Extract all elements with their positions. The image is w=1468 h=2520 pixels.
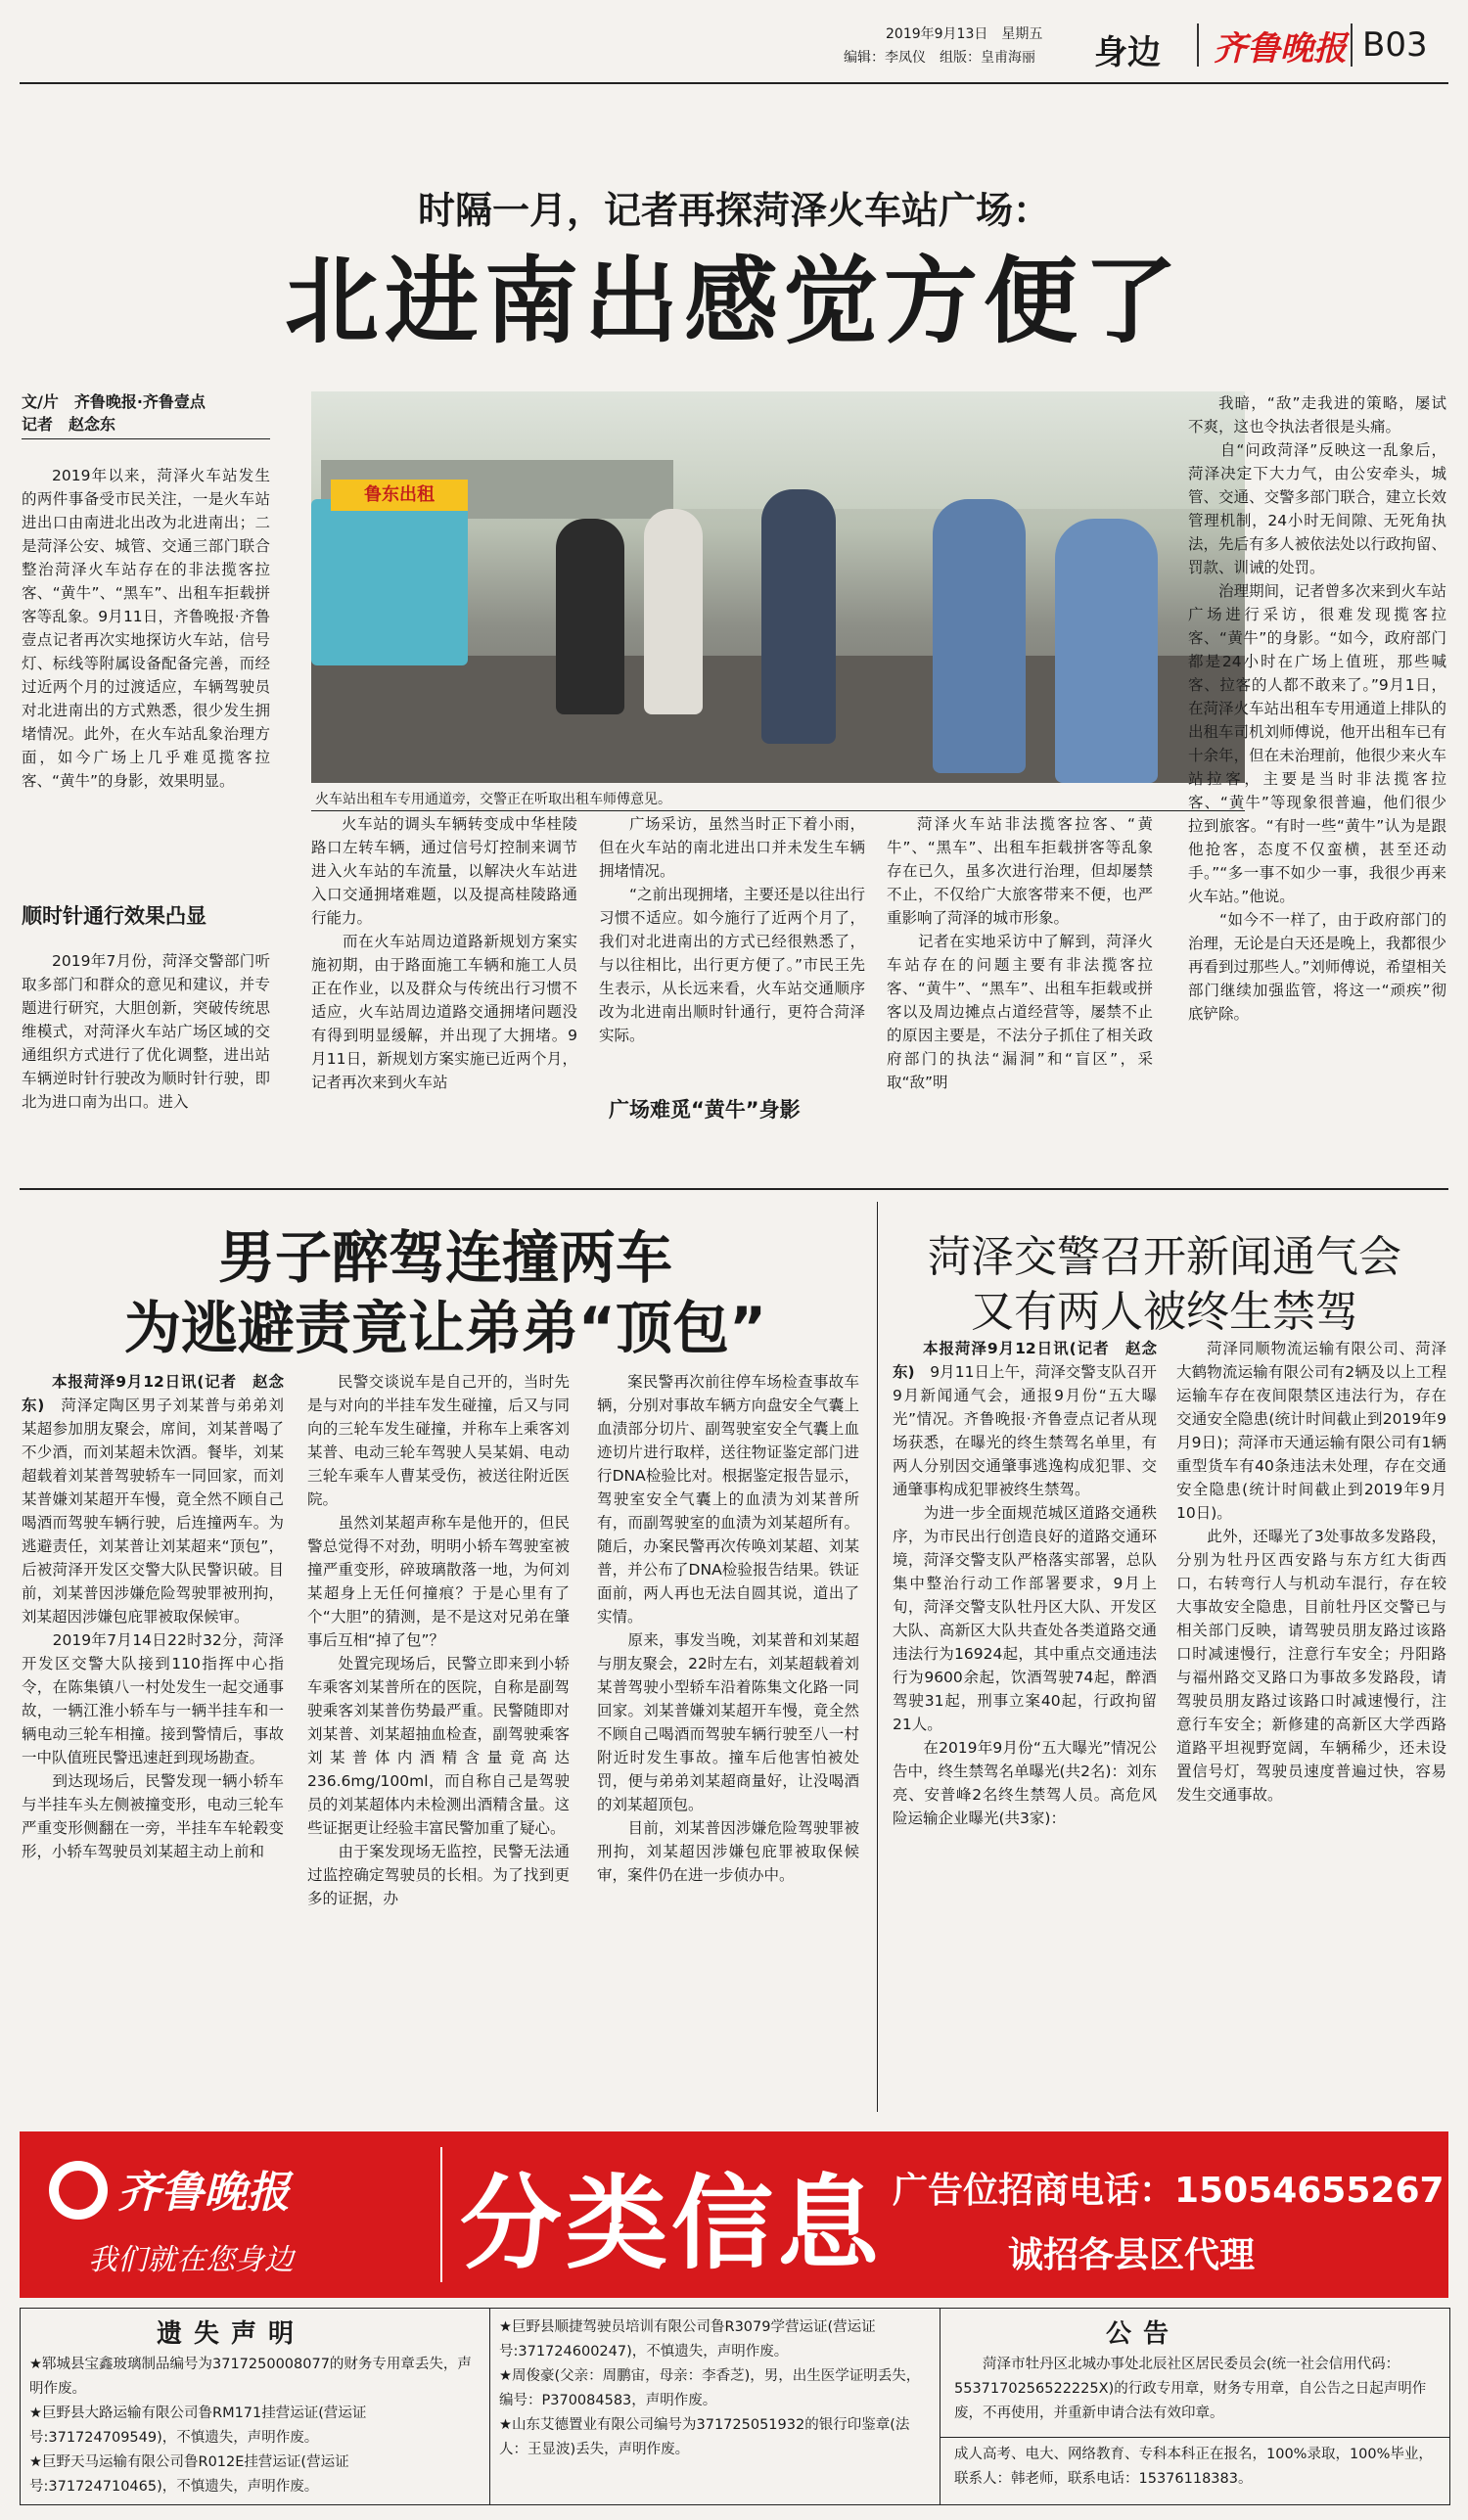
section-name: 身边 (1094, 33, 1161, 72)
issue-date: 2019年9月13日 星期五 (886, 26, 1043, 42)
ad-phone: 广告位招商电话：15054655267 (893, 2171, 1445, 2211)
article1-subhead1: 顺时针通行效果凸显 (22, 904, 206, 928)
header-divider-2 (1351, 23, 1353, 67)
issue-staff: 编辑：李凤仪 组版：皇甫海丽 (844, 50, 1035, 66)
newspaper-logo: 齐鲁晚报 (1214, 29, 1347, 69)
article3-headline-2: 又有两人被终生禁驾 (971, 1287, 1358, 1337)
article3-col1: 本报菏泽9月12日讯(记者 赵念东) 9月11日上午，菏泽交警支队召开9月新闻通气会，通报9月份“五大曝光”情况。齐鲁晚报·齐鲁壹点记者从现场获悉，在曝光的终生禁驾名单里，有两人分别因交通肇事逃逸构成犯罪、交通肇事构成犯罪被终生禁驾。 为进一步全面规范城区道路交通秩序，为市民出行创造良好的道路交通环境，菏泽交警支队严格落实部署，总队集中整治行动工作部署要求，9月上旬，菏泽交警支队牡丹区大队、开发区大队、高新区大队共查处各类道路交通违法行为16924起，其中重点交通违法行为9600余起，饮酒驾驶74起，醉酒驾驶31起，刑事立案40起，行政拘留21人。 在2019年9月份“五大曝光”情况公告中，终生禁驾名单曝光(共2名)：刘东亮、安普峰2名终生禁驾人员。高危风险运输企业曝光(共3家)： (893, 1340, 1157, 1827)
article2-col1: 本报菏泽9月12日讯(记者 赵念东) 菏泽定陶区男子刘某普与弟弟刘某超参加朋友聚会，席间，刘某普喝了不少酒，而刘某超未饮酒。餐毕，刘某超载着刘某普驾驶轿车一同回家，而刘某普嫌刘某超开车慢，竟全然不顾自己喝酒而驾驶车辆行驶，后连撞两车。为逃避责任，刘某普让刘某超来“顶包”，后被菏泽开发区交警大队民警识破。目前，刘某普因涉嫌危险驾驶罪被刑拘，刘某超因涉嫌包庇罪被取保候审。 2019年7月14日22时32分，菏泽开发区交警大队接到110指挥中心指令，在陈集镇八一村处发生一起交通事故，一辆江淮小轿车与一辆半挂车和一辆电动三轮车相撞。接到警情后，事故一中队值班民警迅速赶到现场勘查。 到达现场后，民警发现一辆小轿车与半挂车头左侧被撞变形，电动三轮车严重变形侧翻在一旁，半挂车车轮毂变形，小轿车驾驶员刘某超主动上前和 (22, 1373, 284, 1860)
article1-byline: 文/片 齐鲁晚报·齐鲁壹点 记者 赵念东 (22, 392, 206, 434)
column-divider (877, 1202, 878, 2112)
article3-col2: 菏泽同顺物流运输有限公司、菏泽大鹤物流运输有限公司有2辆及以上工程运输车存在夜间限禁区违法行为，存在交通安全隐患(统计时间截止到2019年9月9日)；菏泽市天通运输有限公司有1辆重型货车有40条违法未处理，存在交通安全隐患(统计时间截止到2019年9月10日)。 此外，还曝光了3处事故多发路段，分别为牡丹区西安路与东方红大街西口，右转弯行人与机动车混行，存在较大事故安全隐患，目前牡丹区交警已与相关部门反映，请驾驶员朋友路过该路口时减速慢行，注意行车安全；丹阳路与福州路交叉路口为事故多发路段，请驾驶员朋友路过该路口时减速慢行，注意行车安全；新修建的高新区大学西路道路平坦视野宽阔，车辆稀少，还未设置信号灯，驾驶员速度普遍过快，容易发生交通事故。 (1176, 1340, 1446, 1804)
person-figure (556, 519, 624, 714)
article1-col5: 我暗，“敌”走我进的策略，屡试不爽，这也令执法者很是头痛。 自“问政菏泽”反映这一乱象后，菏泽决定下大力气，由公安牵头，城管、交通、交警多部门联合，建立长效管理机制，24小时无间隙、无死角执法，先后有多人被依法处以行政拘留、罚款、训诫的处罚。 治理期间，记者曾多次来到火车站广场进行采访，很难发现揽客拉客、“黄牛”的身影。“如今，政府部门都是24小时在广场上值班，那些喊客、拉客的人都不敢来了。”9月1日，在菏泽火车站出租车专用通道上排队的出租车司机刘师傅说，他开出租车已有十余年，但在未治理前，他很少来火车站拉客，主要是当时非法揽客拉客、“黄牛”等现象很普遍，他们很少拉到旅客。“有时一些“黄牛”认为是跟他抢客，态度不仅蛮横，甚至还动手。”“多一事不如少一事，我很少再来火车站。”他说。 “如今不一样了，由于政府部门的治理，无论是白天还是晚上，我都很少再看到过那些人。”刘师傅说，希望相关部门继续加强监管，将这一“顽疾”彻底铲除。 (1188, 394, 1446, 1023)
lost-title: 遗失声明 (157, 2319, 306, 2349)
page-number: B03 (1362, 25, 1428, 65)
ad-slogan: 我们就在您身边 (88, 2243, 294, 2277)
lost-notices-col1: ★郓城县宝鑫玻璃制品编号为371725000807​7的财务专用章丢失，声明作废。 ★巨野县大路运输有限公司鲁RM171挂营运证(营运证号:371724709549)，不慎遗失，声明作废。 ★巨野天马运输有限公司鲁R012E挂营运证(营运证号:371724710465)，不慎遗失，声明作废。 (29, 2357, 472, 2495)
notice-body: 菏泽市牡丹区北城办事处北辰社区居民委员会(统一社会信用代码：55371702565222​25X)的行政专用章，财务专用章，自公告之日起声明作废，不再使用，并重新申请合法有效印章。 (954, 2357, 1427, 2421)
header-rule (20, 82, 1448, 84)
lost-notices-col2: ★巨野县顺捷驾驶员培训有限公司鲁R3079学营运证(营运证号:371724600247)，不慎遗失，声明作废。 ★周俊豪(父亲：周鹏宙，母亲：李香芝)，男，出生医学证明丢失，编号：P370084583，声明作废。 ★山东艾德置业有限公司编号为371725051932的银行印鉴章(法人：王显波)丢失，声明作废。 (499, 2319, 921, 2457)
police-officer-figure (1055, 519, 1158, 783)
ad-divider (440, 2147, 442, 2282)
section-rule (20, 1188, 1448, 1190)
article1-col4: 菏泽火车站非法揽客拉客、“黄牛”、“黑车”、出租车拒载拼客等乱象存在已久，虽多次进行治理，但却屡禁不止，不仅给广大旅客带来不便，也严重影响了菏泽的城市形象。 记者在实地采访中了解到，菏泽火车站存在的问题主要有非法揽客拉客、“黄牛”、“黑车”、出租车拒载或拼客以及周边摊点占道经营等，屡禁不止的原因主要是，不法分子抓住了相关政府部门的执法“漏洞”和“盲区”，采取“敌”明 (887, 815, 1153, 1091)
taxi-sign: 鲁东出租 (331, 480, 468, 511)
article1-headline: 北进南出感觉方便了 (285, 247, 1183, 356)
article1-kicker: 时隔一月，记者再探菏泽火车站广场： (417, 189, 1050, 232)
article3-headline-1: 菏泽交警召开新闻通气会 (928, 1232, 1401, 1282)
byline-rule (22, 438, 270, 439)
brand-emblem-inner (59, 2171, 98, 2210)
education-ad: 成人高考、电大、网络教育、专科本科正在报名，100%录取，100%毕业，联系人：韩老师，联系电话：15376118383。 (954, 2447, 1433, 2487)
classifieds-hdivider (940, 2437, 1450, 2438)
ad-agent: 诚招各县区代理 (1008, 2235, 1256, 2275)
ad-brand: 齐鲁晚报 (117, 2168, 290, 2218)
caption-rule (311, 810, 1245, 811)
article1-subhead2: 广场难觅“黄牛”身影 (609, 1098, 801, 1122)
photo-caption: 火车站出租车专用通道旁，交警正在听取出租车师傅意见。 (315, 792, 671, 807)
article1-col1: 2019年以来，菏泽火车站发生的两件事备受市民关注，一是火车站进出口由南进北出改为北进南出；二是菏泽公安、城管、交通三部门联合整治菏泽火车站存在的非法揽客拉客、“黄牛”、“黑车”、出租车拒载拼客等乱象。9月11日，齐鲁晚报·齐鲁壹点记者再次实地探访火车站，信号灯、标线等附属设备配备完善，而经过近两个月的过渡适应，车辆驾驶员对北进南出的方式熟悉，很少发生拥堵情况。此外，在火车站乱象治理方面，如今广场上几乎难觅揽客拉客、“黄牛”的身影，效果明显。 (22, 467, 270, 790)
ad-title: 分类信息 (460, 2164, 884, 2283)
article2-headline-2: 为逃避责竟让弟弟“顶包” (123, 1295, 767, 1361)
notice-title: 公告 (1106, 2319, 1181, 2349)
header-divider (1197, 23, 1199, 67)
person-figure (761, 489, 836, 744)
classified-ad-banner (20, 2131, 1448, 2298)
news-photo (311, 391, 1245, 783)
article1-col3: 广场采访，虽然当时正下着小雨，但在火车站的南北进出口并未发生车辆拥堵情况。 “之前出现拥堵，主要还是以往出行习惯不适应。如今施行了近两个月了，我们对北进南出的方式已经很熟悉了，与以往相比，出行更方便了。”市民王先生表示，从长远来看，火车站交通顺序改为北进南出顺时针通行，更符合菏泽实际。 (599, 815, 865, 1044)
police-officer-figure (933, 499, 1026, 773)
article1-col2: 火车站的调头车辆转变成中华桂陵路口左转车辆，通过信号灯控制来调节进入火车站的车流量，以解决火车站进入口交通拥堵难题，以及提高桂陵路通行能力。 而在火车站周边道路新规划方案实施初期，由于路面施工车辆和施工人员正在作业，以及群众与传统出行习惯不适应，火车站周边道路交通拥堵问题没有得到明显缓解，并出现了大拥堵。9月11日，新规划方案实施已近两个月，记者再次来到火车站 (311, 815, 577, 1091)
article2-col2: 民警交谈说车是自己开的，当时先是与对向的半挂车发生碰撞，后又与同向的三轮车发生碰撞，并称车上乘客刘某普、电动三轮车驾驶人吴某娟、电动三轮车乘车人曹某受伤，被送往附近医院。 虽然刘某超声称车是他开的，但民警总觉得不对劲，明明小轿车驾驶室被撞严重变形，碎玻璃散落一地，为何刘某超身上无任何撞痕？于是心里有了个“大胆”的猜测，是不是这对兄弟在肇事后互相“掉了包”？ 处置完现场后，民警立即来到小轿车乘客刘某普所在的医院，自称是副驾驶乘客刘某普伤势最严重。民警随即对刘某普、刘某超抽血检查，副驾驶乘客刘某普体内酒精含量竟高达236.6mg/100ml，而自称自己是驾驶员的刘某超体内未检测出酒精含量。这些证据更让经验丰富民警加重了疑心。 由于案发现场无监控，民警无法通过监控确定驾驶员的长相。为了找到更多的证据，办 (307, 1373, 570, 1907)
article1-col1b: 2019年7月份，菏泽交警部门听取多部门和群众的意见和建议，并专题进行研究，大胆创新，突破传统思维模式，对菏泽火车站广场区域的交通组织方式进行了优化调整，进出站车辆逆时针行驶改为顺时针行驶，即北为进口南为出口。进入 (22, 952, 270, 1111)
article2-headline-1: 男子醉驾连撞两车 (217, 1224, 672, 1291)
person-figure (644, 509, 703, 714)
article2-col3: 案民警再次前往停车场检查事故车辆，分别对事故车辆方向盘安全气囊上血渍部分切片、副驾驶室安全气囊上血迹切片进行取样，送往物证鉴定部门进行DNA检验比对。根据鉴定报告显示，驾驶室安全气囊上的血渍为刘某普所有，而副驾驶室的血渍为刘某超所有。随后，办案民警再次传唤刘某超、刘某普，并公布了DNA检验报告结果。铁证面前，两人再也无法自圆其说，道出了实情。 原来，事发当晚，刘某普和刘某超与朋友聚会，22时左右，刘某超载着刘某普驾驶小型轿车沿着陈集文化路一同回家。刘某普嫌刘某超开车慢，竟全然不顾自己喝酒而驾驶车辆行驶至八一村附近时发生事故。撞车后他害怕被处罚，便与弟弟刘某超商量好，让没喝酒的刘某超顶包。 目前，刘某普因涉嫌危险驾驶罪被刑拘，刘某超因涉嫌包庇罪被取保候审，案件仍在进一步侦办中。 (597, 1373, 859, 1884)
classifieds-divider (489, 2308, 490, 2505)
taxi-shape (311, 499, 468, 665)
